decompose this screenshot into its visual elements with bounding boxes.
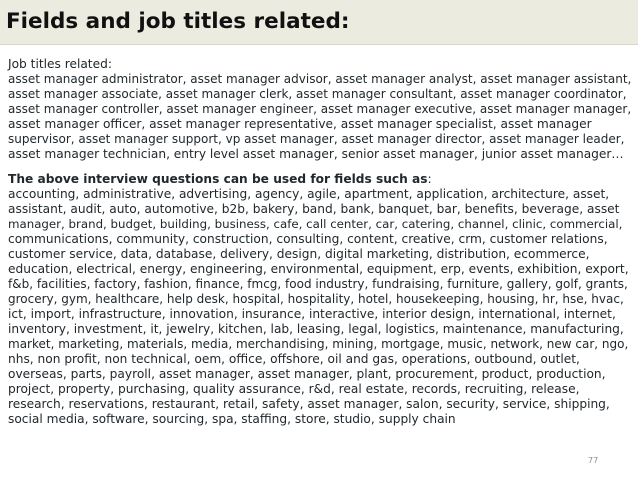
fields-line: education, electrical, energy, engineering, environmental, equipment, erp, events, exhibition, export, [8, 262, 629, 276]
page-number: 77 [588, 456, 599, 465]
job-titles-line: asset manager administrator, asset manager advisor, asset manager analyst, asset manager assistant, [8, 72, 632, 86]
fields-heading [8, 171, 632, 187]
fields-line: customer service, data, database, delivery, design, digital marketing, distribution, ecommerce, [8, 247, 590, 261]
fields-line: nhs, non profit, non technical, oem, office, offshore, oil and gas, operations, outbound, outlet, [8, 352, 580, 366]
job-titles-paragraph [8, 72, 632, 162]
fields-line: assistant, audit, auto, automotive, b2b, bakery, band, bank, banquet, bar, benefits, beverage, asset [8, 202, 620, 216]
section-spacer [8, 162, 632, 171]
fields-line: accounting, administrative, advertising, agency, agile, apartment, application, architecture, asset, [8, 187, 610, 201]
job-titles-line: asset manager technician, entry level asset manager, senior asset manager, junior asset manager… [8, 147, 624, 161]
fields-paragraph [8, 187, 632, 427]
job-titles-line: asset manager controller, asset manager engineer, asset manager executive, asset manager manager, [8, 102, 632, 116]
job-titles-heading [8, 56, 632, 72]
fields-label: The above interview questions can be used for fields such as [8, 172, 428, 186]
fields-line: ict, import, infrastructure, innovation, insurance, interactive, interior design, international, internet, [8, 307, 616, 321]
job-titles-line: asset manager officer, asset manager representative, asset manager specialist, asset manager [8, 117, 592, 131]
title-bar [0, 0, 638, 45]
job-titles-label: Job titles related [8, 57, 108, 71]
fields-line: research, reservations, restaurant, retail, safety, asset manager, salon, security, service, shipping, [8, 397, 610, 411]
job-titles-line: supervisor, asset manager support, vp asset manager, asset manager director, asset manager leader, [8, 132, 625, 146]
job-titles-label-colon: : [107, 57, 112, 71]
fields-line: manager, brand, budget, building, business, cafe, call center, car, catering, channel, clinic, commercial, [8, 217, 623, 231]
fields-line: market, marketing, materials, media, merchandising, mining, mortgage, music, network, new car, ngo, [8, 337, 629, 351]
slide-title: Fields and job titles related: [6, 9, 350, 34]
fields-line: project, property, purchasing, quality assurance, r&d, real estate, records, recruiting, release, [8, 382, 580, 396]
fields-line: overseas, parts, payroll, asset manager, asset manager, plant, procurement, product, production, [8, 367, 606, 381]
job-titles-line: asset manager associate, asset manager clerk, asset manager consultant, asset manager coordinator, [8, 87, 627, 101]
slide-content [8, 56, 632, 427]
fields-line: social media, software, sourcing, spa, staffing, store, studio, supply chain [8, 412, 456, 426]
fields-line: inventory, investment, it, jewelry, kitchen, lab, leasing, legal, logistics, maintenance, manufacturing, [8, 322, 624, 336]
fields-line: f&b, facilities, factory, fashion, finance, fmcg, food industry, fundraising, furniture, gallery, golf, grants, [8, 277, 628, 291]
fields-line: communications, community, construction, consulting, content, creative, crm, customer relations, [8, 232, 608, 246]
fields-line: grocery, gym, healthcare, help desk, hospital, hospitality, hotel, housekeeping, housing, hr, hse, hvac, [8, 292, 624, 306]
fields-label-colon: : [427, 172, 432, 186]
